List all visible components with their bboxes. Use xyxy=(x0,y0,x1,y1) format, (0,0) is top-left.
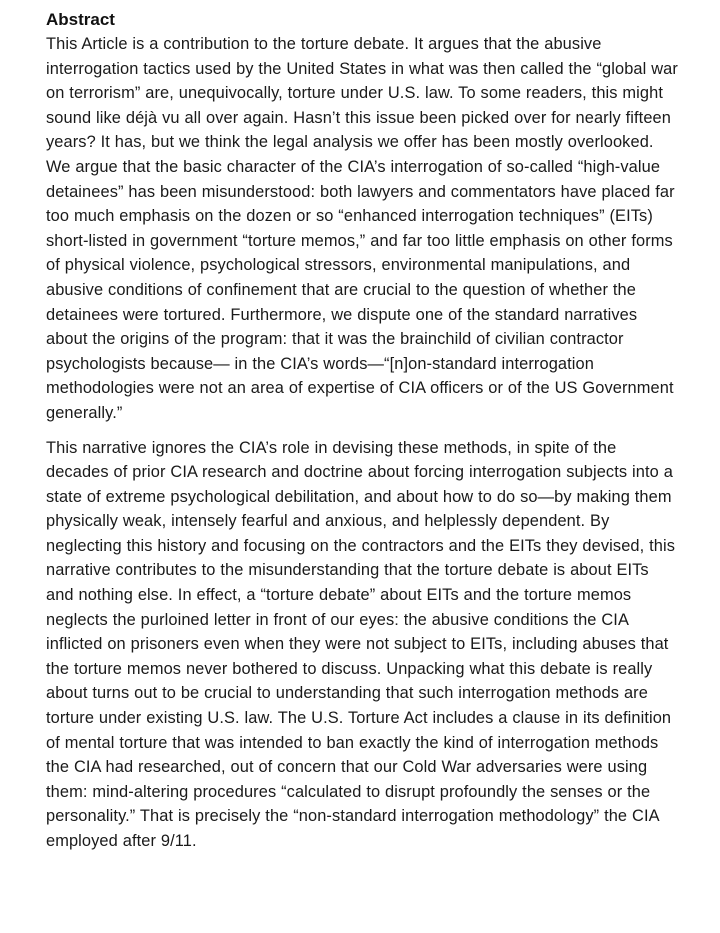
abstract-paragraph-2: This narrative ignores the CIA’s role in devising these methods, in spite of the decades of prior CIA research and doctrine about forcing interrogation subjects into a state of extreme psychological debilitation, and about how to do so—by making them physically weak, intensely fearful and anxious, and helplessly dependent. By neglecting this history and focusing on the contractors and the EITs they devised, this narrative contributes to the misunderstanding that the torture debate is about EITs and nothing else. In effect, a “torture debate” about EITs and the torture memos neglects the purloined letter in front of our eyes: the abusive conditions the CIA inflicted on prisoners even when they were not subject to EITs, including abuses that the torture memos never bothered to discuss. Unpacking what this debate is really about turns out to be crucial to understanding that such interrogation methods are torture under existing U.S. law. The U.S. Torture Act includes a clause in its definition of mental torture that was intended to ban exactly the kind of interrogation methods the CIA had researched, out of concern that our Cold War adversaries were using them: mind-altering procedures “calculated to disrupt profoundly the senses or the personality.” That is precisely the “non-standard interrogation methodology” the CIA employed after 9/11. xyxy=(46,438,676,850)
abstract-paragraph-1: This Article is a contribution to the torture debate. It argues that the abusive interrogation tactics used by the United States in what was then called the “global war on terrorism” are, unequivocally, torture under U.S. law. To some readers, this might sound like déjà vu all over again. Hasn’t this issue been picked over for nearly fifteen years? It has, but we think the legal analysis we offer has been mostly overlooked. We argue that the basic character of the CIA’s interrogation of so-called “high-value detainees” has been misunderstood: both lawyers and commentators have placed far too much emphasis on the dozen or so “enhanced interrogation techniques” (EITs) short-listed in government “torture memos,” and far too little emphasis on other forms of physical violence, psychological stressors, environmental manipulations, and abusive conditions of confinement that are crucial to the question of whether the detainees were tortured. Furthermore, we dispute one of the standard narratives about the origins of the program: that it was the brainchild of civilian contractor psychologists because— in the CIA’s words—“[n]on-standard interrogation methodologies were not an area of expertise of CIA officers or of the US Government generally.” xyxy=(46,35,678,422)
abstract-heading: Abstract xyxy=(46,10,115,29)
document-body xyxy=(46,8,678,854)
